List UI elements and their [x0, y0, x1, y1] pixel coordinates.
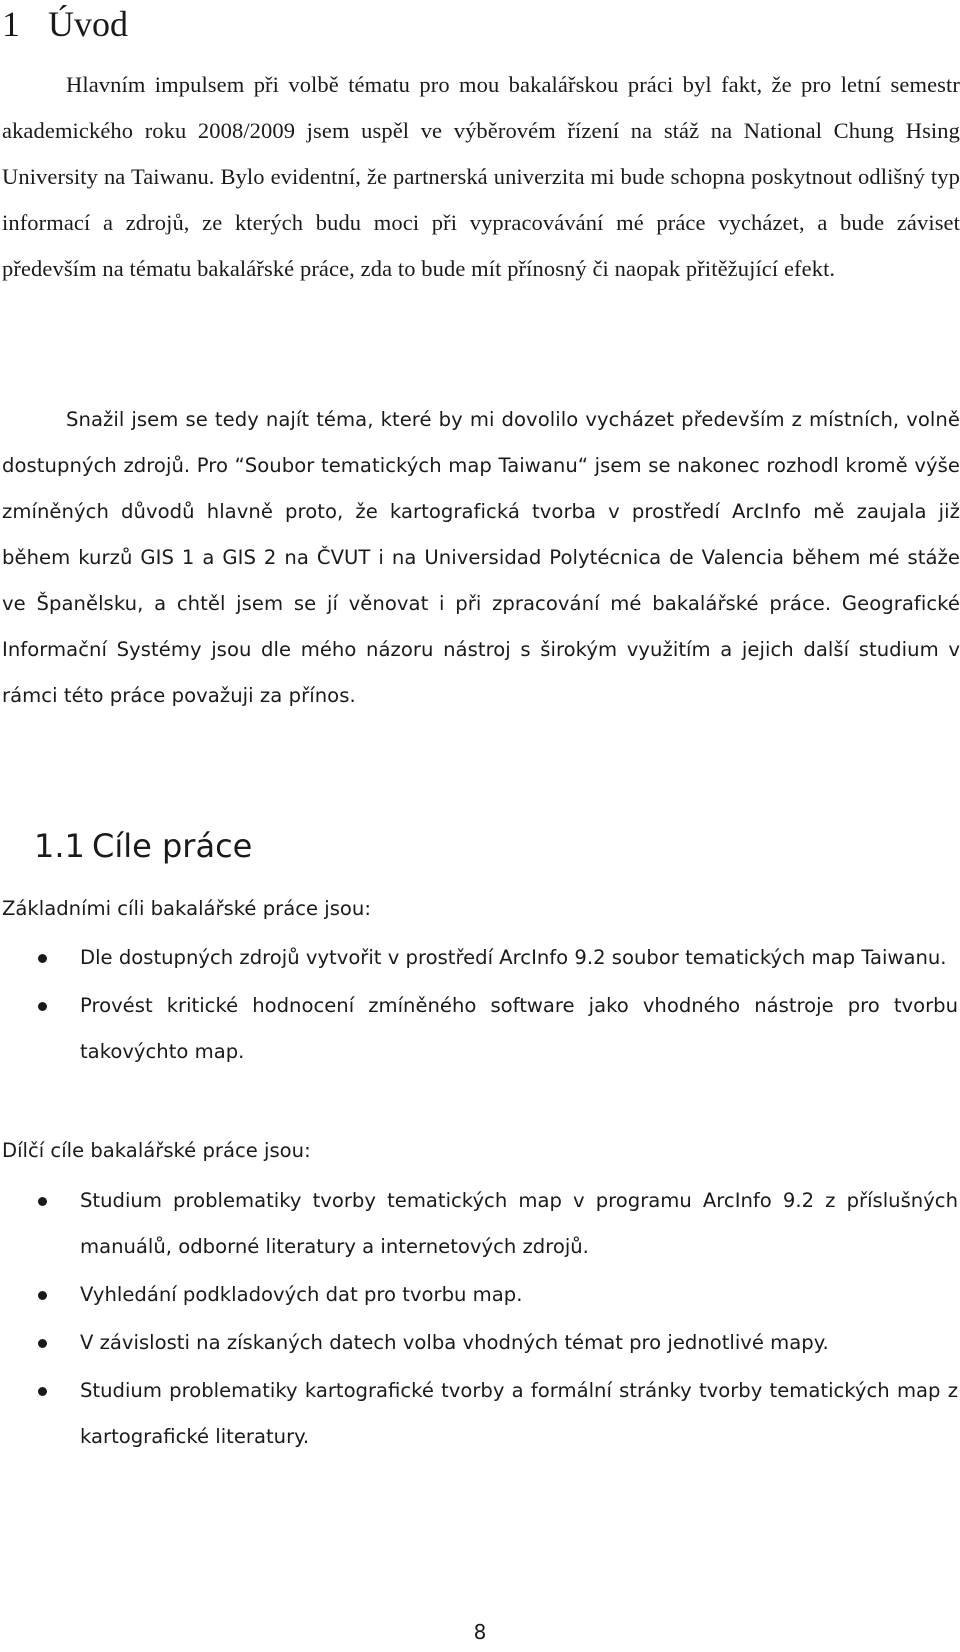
list-item-text: Dle dostupných zdrojů vytvořit v prostředí ArcInfo 9.2 soubor tematických map Taiwanu.	[80, 946, 947, 969]
list-item	[0, 1272, 960, 1318]
list-item-text: Provést kritické hodnocení zmíněného software jako vhodného nástroje pro tvorbu takovýchto map.	[80, 994, 958, 1063]
bullet-icon	[38, 954, 47, 963]
bullet-icon	[38, 1002, 47, 1011]
intro-paragraph-1: Hlavním impulsem při volbě tématu pro mou bakalářskou práci byl fakt, že pro letní semestr akademického roku 2008/2009 jsem uspěl ve výběrovém řízení na stáž na National Chung Hsing University na Taiwanu. Bylo evidentní, že partnerská univerzita mi bude schopna poskytnout odlišný typ informací a zdrojů, ze kterých budu moci při vypracovávání mé práce vycházet, a bude záviset především na tématu bakalářské práce, zda to bude mít přínosný či naopak přitěžující efekt.	[2, 72, 960, 281]
bullet-icon	[38, 1387, 47, 1396]
list-item	[0, 1178, 960, 1270]
list-item	[0, 935, 960, 981]
list-item	[0, 1368, 960, 1460]
chapter-number: 1	[2, 4, 20, 44]
partial-goals-list	[0, 1178, 960, 1462]
chapter-title: Úvod	[48, 4, 128, 44]
list-item	[0, 1320, 960, 1366]
partial-goals-intro: Dílčí cíle bakalářské práce jsou:	[2, 1139, 311, 1162]
list-item-text: V závislosti na získaných datech volba vhodných témat pro jednotlivé mapy.	[80, 1331, 829, 1354]
bullet-icon	[38, 1291, 47, 1300]
section-number: 1.1	[34, 827, 85, 865]
main-goals-intro: Základními cíli bakalářské práce jsou:	[2, 897, 371, 920]
list-item-text: Studium problematiky kartografické tvorby a formální stránky tvorby tematických map z kartografické literatury.	[80, 1379, 958, 1448]
bullet-icon	[38, 1197, 47, 1206]
list-item-text: Vyhledání podkladových dat pro tvorbu map.	[80, 1283, 523, 1306]
page-number: 8	[473, 1620, 487, 1644]
list-item	[0, 983, 960, 1075]
chapter-heading	[2, 0, 128, 48]
main-goals-list	[0, 935, 960, 1077]
list-item-text: Studium problematiky tvorby tematických map v programu ArcInfo 9.2 z příslušných manuálů, odborné literatury a internetových zdrojů.	[80, 1189, 958, 1258]
section-title: Cíle práce	[92, 827, 253, 865]
intro-paragraph-2: Snažil jsem se tedy najít téma, které by mi dovolilo vycházet především z místních, volně dostupných zdrojů. Pro “Soubor tematických map Taiwanu“ jsem se nakonec rozhodl kromě výše zmíněných důvodů hlavně proto, že kartografická tvorba v prostředí ArcInfo mě zaujala již během kurzů GIS 1 a GIS 2 na ČVUT i na Universidad Polytécnica de Valencia během mé stáže ve Španělsku, a chtěl jsem se jí věnovat i při zpracování mé bakalářské práce. Geografické Informační Systémy jsou dle mého názoru nástroj s širokým využitím a jejich další studium v rámci této práce považuji za přínos.	[2, 408, 960, 707]
bullet-icon	[38, 1339, 47, 1348]
section-heading	[34, 826, 252, 866]
